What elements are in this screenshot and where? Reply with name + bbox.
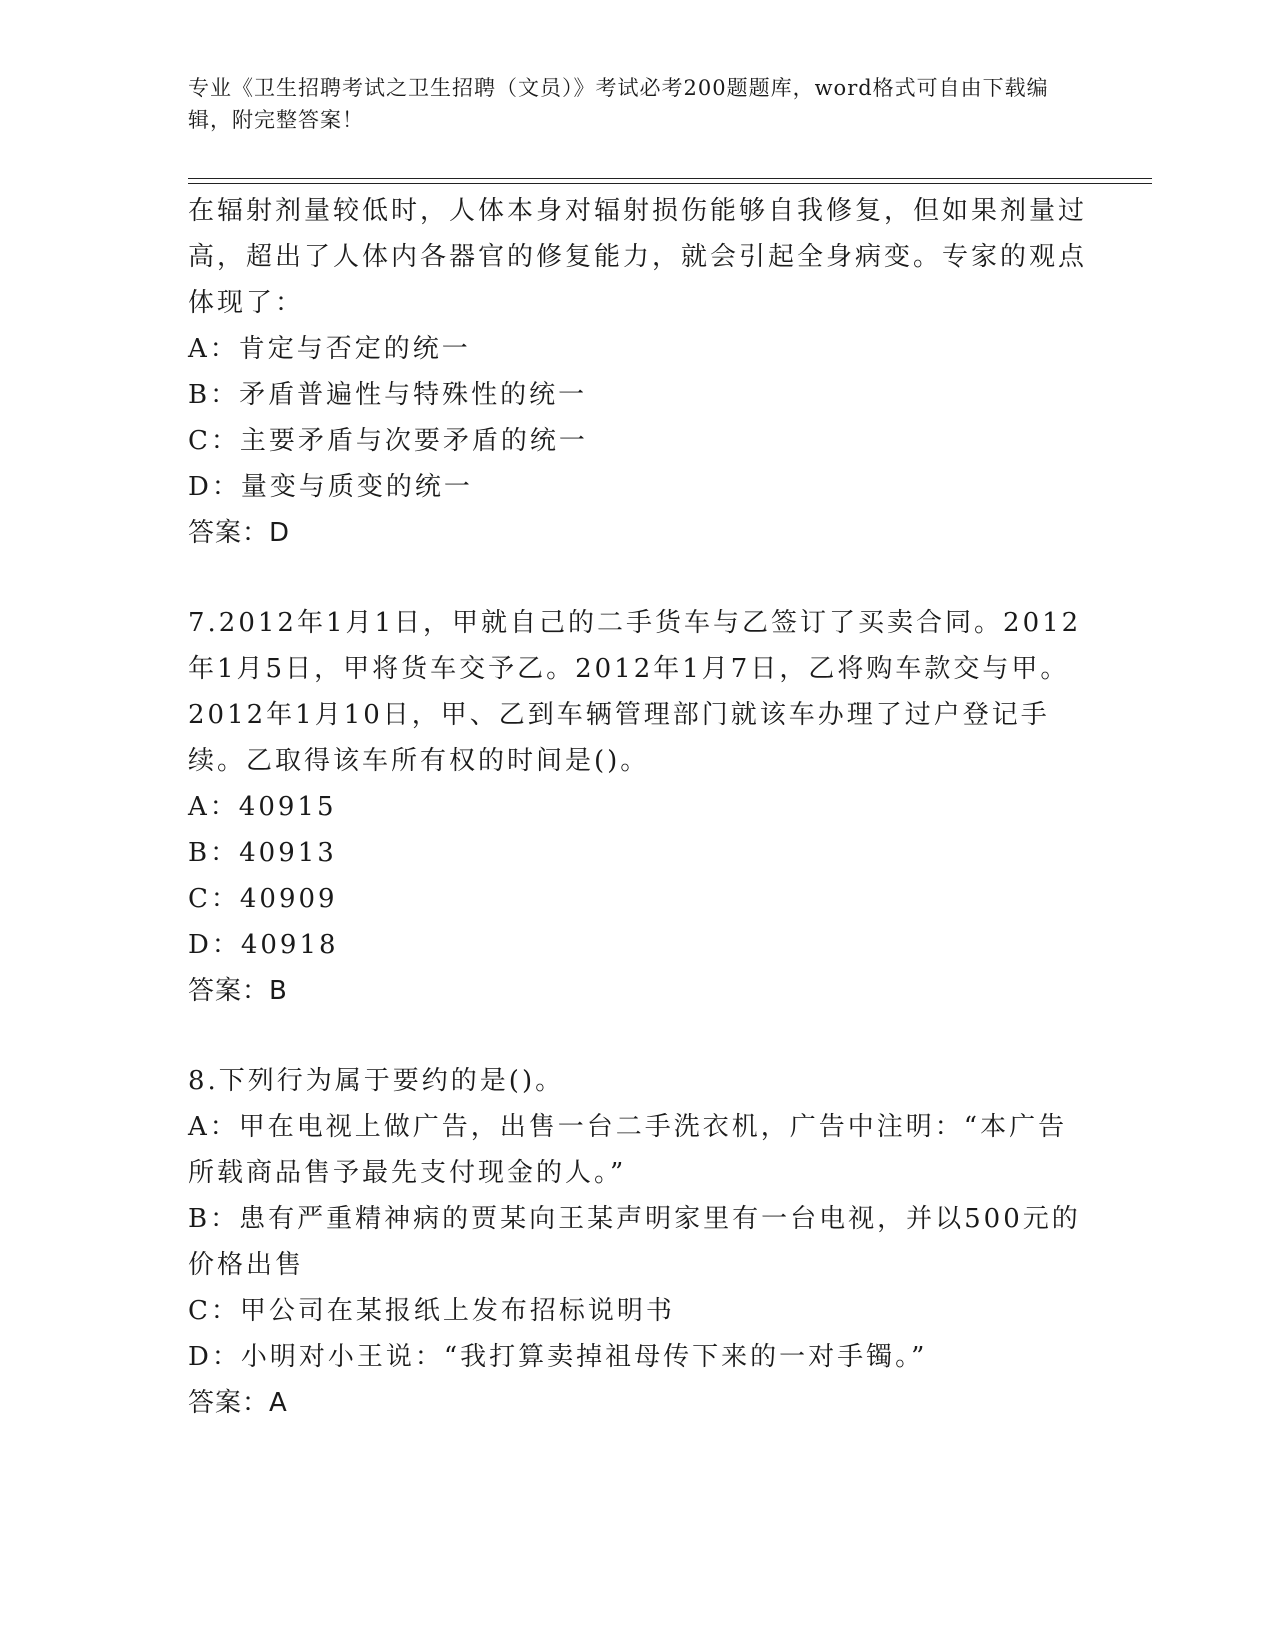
option-c: C：甲公司在某报纸上发布招标说明书 <box>188 1296 675 1326</box>
header-divider-top <box>188 178 1152 179</box>
option-d: D：小明对小王说：“我打算卖掉祖母传下来的一对手镯。” <box>188 1342 928 1372</box>
answer-line: 答案：A <box>188 1388 288 1418</box>
option-d: D：40918 <box>188 930 339 960</box>
option-a: A：40915 <box>188 792 337 822</box>
option-c: C：主要矛盾与次要矛盾的统一 <box>188 426 588 456</box>
option-a: A：肯定与否定的统一 <box>188 334 471 364</box>
question-spacer <box>188 556 1088 600</box>
option-b: B：矛盾普遍性与特殊性的统一 <box>188 380 588 410</box>
document-header: 专业《卫生招聘考试之卫生招聘（文员）》考试必考200题题库，word格式可自由下载编辑，附完整答案！ <box>188 76 1049 132</box>
answer-line: 答案：B <box>188 976 288 1006</box>
option-b: B：40913 <box>188 838 337 868</box>
answer-line: 答案：D <box>188 518 291 548</box>
question-list <box>188 188 1088 1426</box>
question-stem: 在辐射剂量较低时，人体本身对辐射损伤能够自我修复，但如果剂量过高，超出了人体内各器官的修复能力，就会引起全身病变。专家的观点体现了： <box>188 196 1088 318</box>
option-b: B：患有严重精神病的贾某向王某声明家里有一台电视，并以500元的价格出售 <box>188 1204 1081 1280</box>
question-stem: 7.2012年1月1日，甲就自己的二手货车与乙签订了买卖合同。2012年1月5日，甲将货车交予乙。2012年1月7日，乙将购车款交与甲。2012年1月10日，甲、乙到车辆管理部门就该车办理了过户登记手续。乙取得该车所有权的时间是()。 <box>188 608 1082 776</box>
question-spacer <box>188 1014 1088 1058</box>
option-c: C：40909 <box>188 884 338 914</box>
option-d: D：量变与质变的统一 <box>188 472 473 502</box>
header-divider-bottom <box>188 183 1152 184</box>
question-block <box>188 188 1088 556</box>
option-a: A：甲在电视上做广告，出售一台二手洗衣机，广告中注明：“本广告所载商品售予最先支付现金的人。” <box>188 1112 1068 1188</box>
question-block <box>188 1058 1088 1426</box>
question-block <box>188 600 1088 1014</box>
question-stem: 8.下列行为属于要约的是()。 <box>188 1066 565 1096</box>
